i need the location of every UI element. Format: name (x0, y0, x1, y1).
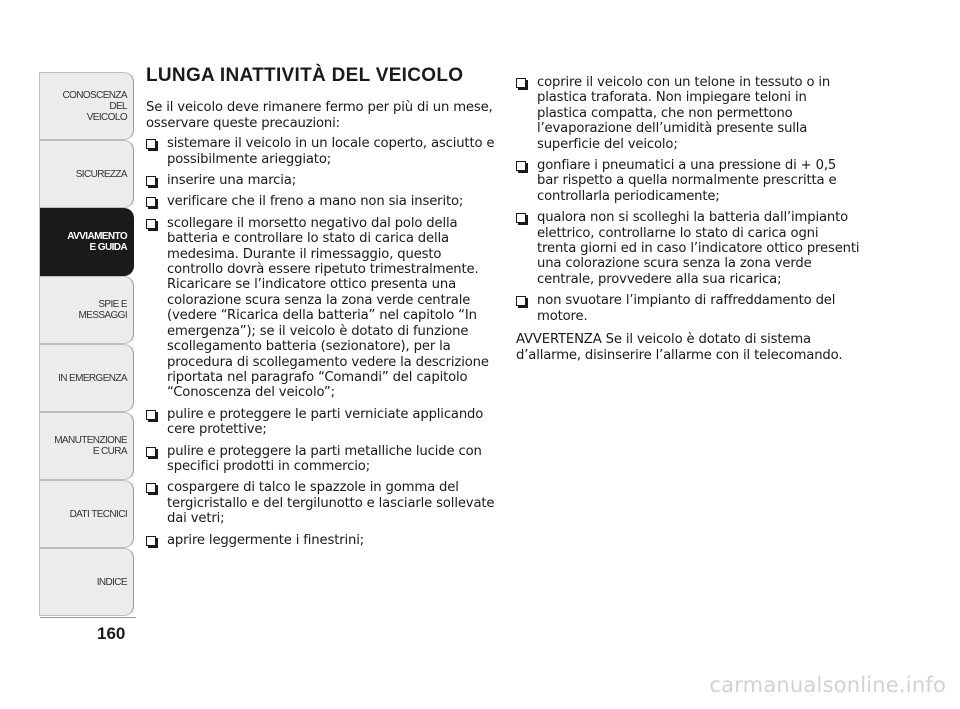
checkbox-bullet-icon (516, 296, 526, 306)
tab-label: SICUREZZA (75, 168, 127, 180)
checkbox-bullet-icon (146, 410, 156, 420)
precautions-list (146, 136, 498, 548)
intro-text: Se il veicolo deve rimanere fermo per più di un mese, osservare queste precauzioni: (146, 100, 493, 131)
list-item (146, 136, 498, 167)
checkbox-bullet-icon (146, 483, 156, 493)
tab-indice[interactable] (40, 548, 134, 616)
tab-label: IN EMERGENZA (58, 372, 127, 384)
tab-dati-tecnici[interactable] (40, 480, 134, 548)
list-item-text: pulire e proteggere le parti verniciate applicando cere protettive; (167, 406, 484, 438)
checkbox-bullet-icon (146, 139, 156, 149)
checkbox-bullet-icon (146, 176, 156, 186)
list-item (146, 533, 498, 548)
list-item-text: coprire il veicolo con un telone in tessuto o in plastica traforata. Non impiegare teloni in plastica compatta, che non permettono l’evaporazione dell’umidità presente sulla superficie del veicolo; (537, 75, 831, 152)
tab-avviamento-e-guida[interactable] (40, 208, 134, 276)
tab-sicurezza[interactable] (40, 140, 134, 208)
list-item-text: non svuotare l’impianto di raffreddamento del motore. (537, 293, 836, 324)
list-item-text: cospargere di talco le spazzole in gomma del tergicristallo e del tergilunotto e lasciarle sollevate dai vetri; (167, 480, 495, 527)
list-item (146, 194, 498, 209)
checkbox-bullet-icon (146, 447, 156, 457)
precautions-list-continued (516, 75, 860, 324)
list-item-text: pulire e proteggere la parti metalliche lucide con specifici prodotti in commercio; (167, 443, 482, 474)
list-item-text: scollegare il morsetto negativo dal polo della batteria e controllare lo stato di carica della medesima. Durante il rimessaggio, questo controllo dovrà essere ripetuto trimestralmente. Ricaricare se l’indicatore ottico presenta una colorazione scura senza la zona verde centrale (vedere “Ricarica della batteria” nel capitolo “In emergenza”); se il veicolo è dotato di funzione scollegamento batteria (sezionatore), per la procedura di scollegamento vedere la descrizione riportata nel paragrafo “Comandi” del capitolo “Conoscenza del veicolo”; (167, 215, 489, 401)
list-item (146, 480, 498, 526)
warning-note: AVVERTENZA Se il veicolo è dotato di sistema d’allarme, disinserire l’allarme con il telecomando. (516, 332, 843, 363)
list-item-text: qualora non si scolleghi la batteria dall’impianto elettrico, controllarne lo stato di carica ogni trenta giorni ed in caso l’indicatore ottico presenti una colorazione scura senza la zona verde centrale, provvedere alla sua ricarica; (537, 210, 860, 287)
section-title: LUNGA INATTIVITÀ DEL VEICOLO (146, 65, 464, 86)
list-item (516, 75, 860, 152)
tab-conoscenza-del-veicolo[interactable] (40, 72, 134, 140)
list-item (516, 293, 860, 324)
list-item-text: aprire leggermente i finestrini; (167, 532, 365, 548)
checkbox-bullet-icon (516, 161, 526, 171)
tab-label: CONOSCENZA DEL VEICOLO (62, 89, 127, 123)
list-item (146, 173, 498, 188)
list-item (146, 216, 498, 401)
list-item (516, 210, 860, 287)
chapter-tabs (40, 72, 134, 616)
list-item (516, 158, 860, 204)
list-item-text: inserire una marcia; (167, 173, 297, 189)
checkbox-bullet-icon (146, 536, 156, 546)
checkbox-bullet-icon (516, 78, 526, 88)
tab-label: DATI TECNICI (69, 508, 127, 520)
tab-label: AVVIAMENTO E GUIDA (67, 231, 127, 253)
checkbox-bullet-icon (146, 197, 156, 207)
list-item-text: sistemare il veicolo in un locale coperto, asciutto e possibilmente arieggiato; (167, 136, 495, 167)
tab-label: MANUTENZIONE E CURA (54, 435, 127, 457)
list-item-text: verificare che il freno a mano non sia inserito; (167, 194, 464, 210)
right-column (516, 75, 860, 376)
list-item (146, 444, 498, 475)
left-column (146, 65, 498, 554)
page-number: 160 (97, 624, 126, 643)
checkbox-bullet-icon (516, 213, 526, 223)
list-item (146, 407, 498, 438)
tab-label: INDICE (96, 576, 127, 588)
tab-label: SPIE E MESSAGGI (78, 299, 127, 321)
divider (40, 617, 136, 618)
watermark: carmanualsonline.info (709, 673, 946, 697)
tab-spie-e-messaggi[interactable] (40, 276, 134, 344)
tab-in-emergenza[interactable] (40, 344, 134, 412)
tab-manutenzione-e-cura[interactable] (40, 412, 134, 480)
list-item-text: gonfiare i pneumatici a una pressione di + 0,5 bar rispetto a quella normalmente prescritta e controllarla periodicamente; (537, 158, 837, 204)
checkbox-bullet-icon (146, 219, 156, 229)
